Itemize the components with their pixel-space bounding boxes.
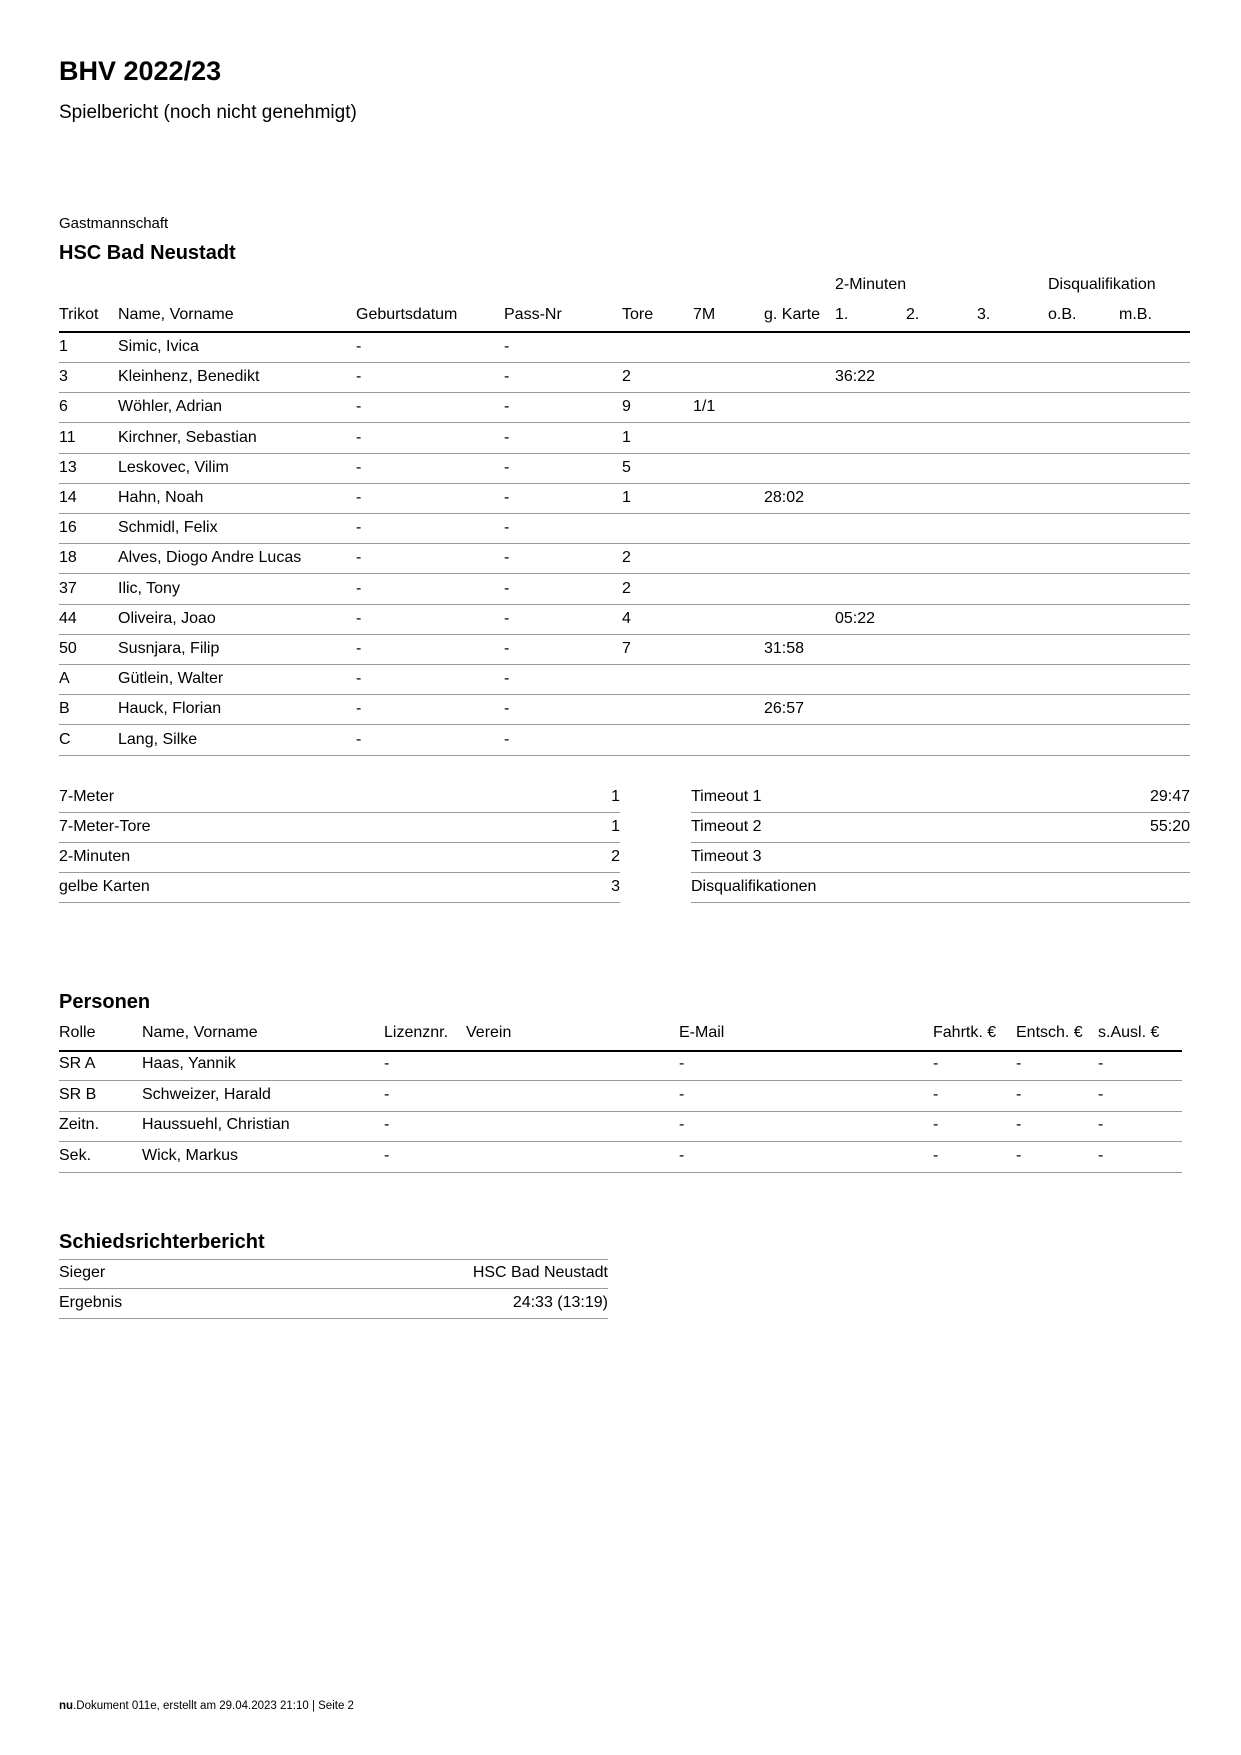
player-tore: 1 — [622, 428, 631, 446]
player-pass-nr: - — [504, 579, 510, 597]
timeout-divider — [691, 872, 1190, 873]
person-entschaedigung: - — [1016, 1146, 1022, 1164]
player-geburtsdatum: - — [356, 730, 362, 748]
player-trikot: 14 — [59, 489, 77, 506]
player-trikot: 13 — [59, 458, 77, 476]
player-name: Kleinhenz, Benedikt — [118, 368, 260, 386]
column-header-trikot: Trikot — [59, 306, 99, 323]
player-tore: 1 — [622, 489, 631, 506]
player-name: Susnjara, Filip — [118, 640, 220, 657]
player-pass-nr: - — [504, 640, 510, 657]
player-g-karte: 28:02 — [764, 489, 805, 506]
player-row-divider — [59, 422, 1190, 423]
footer-brand: nu — [59, 1700, 74, 1712]
player-pass-nr: - — [504, 368, 510, 386]
person-auslagen: - — [1098, 1116, 1104, 1133]
person-entschaedigung: - — [1016, 1085, 1022, 1103]
person-rolle: Zeitn. — [59, 1116, 100, 1133]
person-column-fahrtkosten: Fahrtk. € — [933, 1024, 997, 1041]
timeout-divider — [691, 902, 1190, 903]
team-name: HSC Bad Neustadt — [59, 242, 236, 264]
player-g-karte: 26:57 — [764, 700, 805, 718]
player-name: Alves, Diogo Andre Lucas — [118, 549, 302, 567]
stat-value: 1 — [611, 788, 620, 805]
player-trikot: 37 — [59, 579, 77, 597]
timeout-label: Timeout 2 — [691, 818, 762, 835]
player-row-divider — [59, 755, 1190, 756]
document-title: BHV 2022/23 — [59, 56, 222, 86]
player-g-karte: 31:58 — [764, 640, 805, 657]
stat-value: 1 — [611, 818, 620, 835]
person-entschaedigung: - — [1016, 1116, 1022, 1133]
stat-divider — [59, 902, 620, 903]
player-trikot: 16 — [59, 519, 77, 537]
person-lizenznr: - — [384, 1055, 390, 1072]
person-rolle: Sek. — [59, 1146, 92, 1164]
player-name: Oliveira, Joao — [118, 609, 216, 627]
column-header-geburtsdatum: Geburtsdatum — [356, 306, 458, 323]
player-name: Lang, Silke — [118, 730, 198, 748]
player-name: Schmidl, Felix — [118, 519, 218, 537]
person-fahrtkosten: - — [933, 1146, 939, 1164]
stat-label: 7-Meter-Tore — [59, 818, 151, 835]
player-tore: 2 — [622, 579, 631, 597]
person-column-auslagen: s.Ausl. € — [1098, 1024, 1160, 1041]
stat-label: 2-Minuten — [59, 848, 131, 865]
player-geburtsdatum: - — [356, 549, 362, 567]
person-column-entschaedigung: Entsch. € — [1016, 1024, 1083, 1041]
player-trikot: 3 — [59, 368, 68, 386]
person-email: - — [679, 1116, 685, 1133]
column-header-tore: Tore — [622, 306, 654, 323]
person-fahrtkosten: - — [933, 1085, 939, 1103]
stat-divider — [59, 812, 620, 813]
player-trikot: A — [59, 670, 70, 688]
column-header-2min-2: 2. — [906, 306, 920, 323]
person-auslagen: - — [1098, 1055, 1104, 1072]
person-row-divider — [59, 1172, 1182, 1173]
report-value: 24:33 (13:19) — [512, 1294, 608, 1311]
player-tore: 2 — [622, 368, 631, 386]
team-section-label: Gastmannschaft — [59, 215, 169, 232]
report-value: HSC Bad Neustadt — [472, 1264, 608, 1281]
player-name: Ilic, Tony — [118, 579, 180, 597]
column-header-g-karte: g. Karte — [764, 306, 821, 323]
player-trikot: C — [59, 730, 71, 748]
person-column-lizenznr: Lizenznr. — [384, 1024, 449, 1041]
player-row-divider — [59, 392, 1190, 393]
player-row-divider — [59, 543, 1190, 544]
player-row-divider — [59, 513, 1190, 514]
person-column-name: Name, Vorname — [142, 1024, 258, 1041]
player-pass-nr: - — [504, 398, 510, 416]
report-top-divider — [59, 1259, 608, 1260]
footer-text: .Dokument 011e, erstellt am 29.04.2023 21:10 | Seite 2 — [73, 1700, 354, 1712]
player-pass-nr: - — [504, 609, 510, 627]
person-email: - — [679, 1085, 685, 1103]
player-name: Kirchner, Sebastian — [118, 428, 257, 446]
player-name: Leskovec, Vilim — [118, 458, 229, 476]
player-geburtsdatum: - — [356, 428, 362, 446]
player-row-divider — [59, 483, 1190, 484]
player-geburtsdatum: - — [356, 489, 362, 506]
timeout-label: Disqualifikationen — [691, 878, 817, 895]
player-geburtsdatum: - — [356, 670, 362, 688]
player-geburtsdatum: - — [356, 640, 362, 657]
player-pass-nr: - — [504, 670, 510, 688]
report-label: Sieger — [59, 1264, 106, 1281]
player-tore: 5 — [622, 458, 631, 476]
person-auslagen: - — [1098, 1146, 1104, 1164]
player-pass-nr: - — [504, 549, 510, 567]
page-footer — [59, 1700, 354, 1712]
player-7m: 1/1 — [693, 398, 716, 416]
timeout-divider — [691, 812, 1190, 813]
person-row-divider — [59, 1080, 1182, 1081]
person-rolle: SR A — [59, 1055, 96, 1072]
player-name: Wöhler, Adrian — [118, 398, 223, 416]
player-name: Gütlein, Walter — [118, 670, 224, 688]
person-column-rolle: Rolle — [59, 1024, 96, 1041]
person-name: Haussuehl, Christian — [142, 1116, 290, 1133]
player-trikot: 50 — [59, 640, 77, 657]
player-geburtsdatum: - — [356, 398, 362, 416]
referee-report-heading: Schiedsrichterbericht — [59, 1231, 265, 1253]
player-geburtsdatum: - — [356, 338, 362, 355]
person-name: Wick, Markus — [142, 1146, 238, 1164]
two-minutes-group-header: 2-Minuten — [835, 276, 907, 293]
stat-value: 2 — [611, 848, 620, 865]
player-geburtsdatum: - — [356, 368, 362, 386]
person-lizenznr: - — [384, 1116, 390, 1133]
player-2min-1: 05:22 — [835, 609, 876, 627]
person-name: Schweizer, Harald — [142, 1085, 271, 1103]
player-trikot: 44 — [59, 609, 77, 627]
person-row-divider — [59, 1141, 1182, 1142]
timeout-label: Timeout 3 — [691, 848, 762, 865]
player-name: Hahn, Noah — [118, 489, 204, 506]
person-email: - — [679, 1055, 685, 1072]
person-row-divider — [59, 1111, 1182, 1112]
column-header-pass-nr: Pass-Nr — [504, 306, 562, 323]
stat-value: 3 — [611, 878, 620, 895]
player-row-divider — [59, 694, 1190, 695]
report-label: Ergebnis — [59, 1294, 123, 1311]
player-trikot: 1 — [59, 338, 68, 355]
column-header-disq-mb: m.B. — [1119, 306, 1152, 323]
player-geburtsdatum: - — [356, 609, 362, 627]
player-pass-nr: - — [504, 428, 510, 446]
player-tore: 2 — [622, 549, 631, 567]
timeout-value: 55:20 — [1149, 818, 1190, 835]
column-header-2min-3: 3. — [977, 306, 991, 323]
person-rolle: SR B — [59, 1085, 97, 1103]
timeout-divider — [691, 842, 1190, 843]
person-lizenznr: - — [384, 1085, 390, 1103]
player-pass-nr: - — [504, 700, 510, 718]
player-geburtsdatum: - — [356, 519, 362, 537]
player-geburtsdatum: - — [356, 579, 362, 597]
disqualification-group-header: Disqualifikation — [1048, 276, 1156, 293]
stat-label: gelbe Karten — [59, 878, 150, 895]
persons-header-divider — [59, 1050, 1182, 1052]
person-name: Haas, Yannik — [142, 1055, 236, 1072]
player-pass-nr: - — [504, 338, 510, 355]
report-divider — [59, 1288, 608, 1289]
person-entschaedigung: - — [1016, 1055, 1022, 1072]
player-pass-nr: - — [504, 519, 510, 537]
player-geburtsdatum: - — [356, 458, 362, 476]
stat-divider — [59, 842, 620, 843]
player-pass-nr: - — [504, 458, 510, 476]
stat-divider — [59, 872, 620, 873]
player-trikot: 6 — [59, 398, 68, 416]
player-trikot: 18 — [59, 549, 77, 567]
timeout-value: 29:47 — [1149, 788, 1190, 805]
person-fahrtkosten: - — [933, 1116, 939, 1133]
column-header-disq-ob: o.B. — [1048, 306, 1077, 323]
player-2min-1: 36:22 — [835, 368, 876, 386]
persons-heading: Personen — [59, 991, 151, 1013]
player-pass-nr: - — [504, 489, 510, 506]
timeout-label: Timeout 1 — [691, 788, 762, 805]
document-subtitle: Spielbericht (noch nicht genehmigt) — [59, 102, 357, 123]
stat-label: 7-Meter — [59, 788, 115, 805]
player-row-divider — [59, 634, 1190, 635]
player-tore: 4 — [622, 609, 631, 627]
column-header-7m: 7M — [693, 306, 716, 323]
player-row-divider — [59, 453, 1190, 454]
player-geburtsdatum: - — [356, 700, 362, 718]
report-divider — [59, 1318, 608, 1319]
player-row-divider — [59, 573, 1190, 574]
player-row-divider — [59, 604, 1190, 605]
player-name: Hauck, Florian — [118, 700, 222, 718]
player-trikot: 11 — [59, 428, 76, 446]
person-fahrtkosten: - — [933, 1055, 939, 1072]
person-column-verein: Verein — [466, 1024, 512, 1041]
player-name: Simic, Ivica — [118, 338, 199, 355]
player-row-divider — [59, 362, 1190, 363]
player-row-divider — [59, 724, 1190, 725]
column-header-name: Name, Vorname — [118, 306, 234, 323]
person-lizenznr: - — [384, 1146, 390, 1164]
person-email: - — [679, 1146, 685, 1164]
person-auslagen: - — [1098, 1085, 1104, 1103]
player-trikot: B — [59, 700, 70, 718]
column-header-2min-1: 1. — [835, 306, 849, 323]
player-tore: 9 — [622, 398, 631, 416]
player-tore: 7 — [622, 640, 631, 657]
person-column-email: E-Mail — [679, 1024, 725, 1041]
player-pass-nr: - — [504, 730, 510, 748]
player-row-divider — [59, 664, 1190, 665]
table-header-divider — [59, 331, 1190, 333]
